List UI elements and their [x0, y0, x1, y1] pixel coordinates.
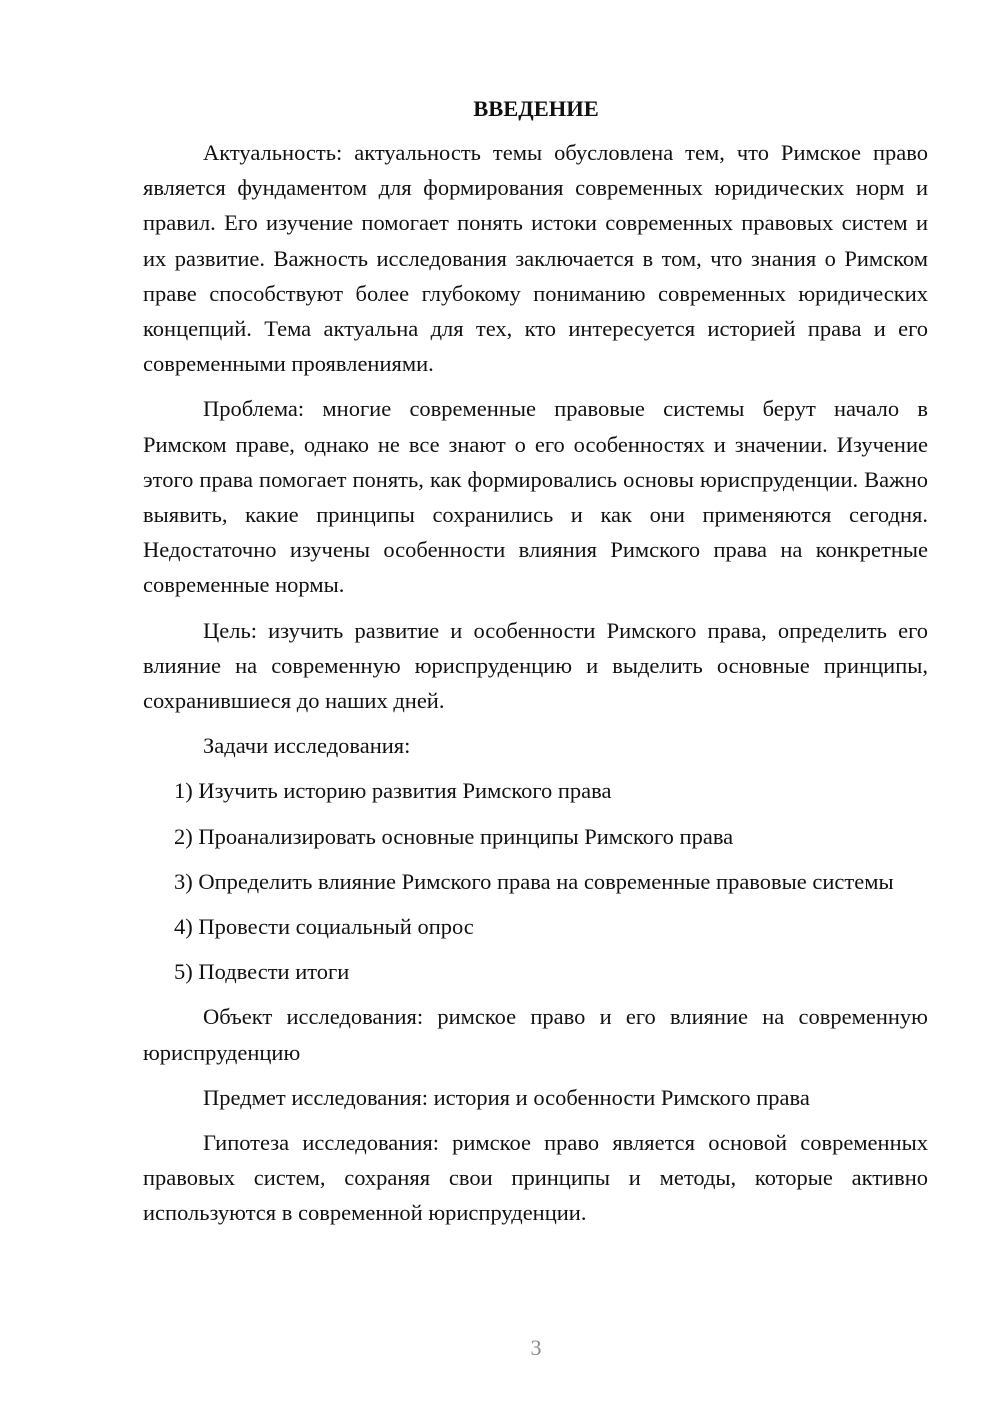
object-paragraph: Объект исследования: римское право и его влияние на современную юриспруденцию	[143, 1004, 928, 1065]
tasks-heading: Задачи исследования:	[203, 733, 411, 759]
hypothesis-paragraph: Гипотеза исследования: римское право является основой современных правовых систем, сохраняя свои принципы и методы, которые активно используются в современной юриспруденции.	[143, 1130, 928, 1226]
task-item: 4) Провести социальный опрос	[174, 914, 474, 940]
text-column	[143, 91, 928, 1241]
problem-paragraph: Проблема: многие современные правовые системы берут начало в Римском праве, однако не все знают о его особенностях и значении. Изучение этого права помогает понять, как формировались основы юриспруденции. Важно выявить, какие принципы сохранились и как они применяются сегодня. Недостаточно изучены особенности влияния Римского права на конкретные современные нормы.	[143, 396, 928, 598]
task-item: 1) Изучить историю развития Римского права	[174, 778, 612, 804]
task-item: 5) Подвести итоги	[174, 959, 350, 985]
relevance-paragraph: Актуальность: актуальность темы обусловлена тем, что Римское право является фундаментом для формирования современных юридических норм и правил. Его изучение помогает понять истоки современных правовых систем и их развитие. Важность исследования заключается в том, что знания о Римском праве способствуют более глубокому пониманию современных юридических концепций. Тема актуальна для тех, кто интересуется историей права и его современными проявлениями.	[143, 140, 928, 377]
subject-paragraph: Предмет исследования: история и особенности Римского права	[203, 1084, 810, 1110]
page-number: 3	[530, 1335, 542, 1360]
goal-paragraph: Цель: изучить развитие и особенности Римского права, определить его влияние на современную юриспруденцию и выделить основные принципы, сохранившиеся до наших дней.	[143, 617, 928, 714]
page-title: ВВЕДЕНИЕ	[473, 96, 599, 121]
task-item: 3) Определить влияние Римского права на современные правовые системы	[174, 868, 894, 894]
task-item: 2) Проанализировать основные принципы Римского права	[174, 823, 734, 849]
